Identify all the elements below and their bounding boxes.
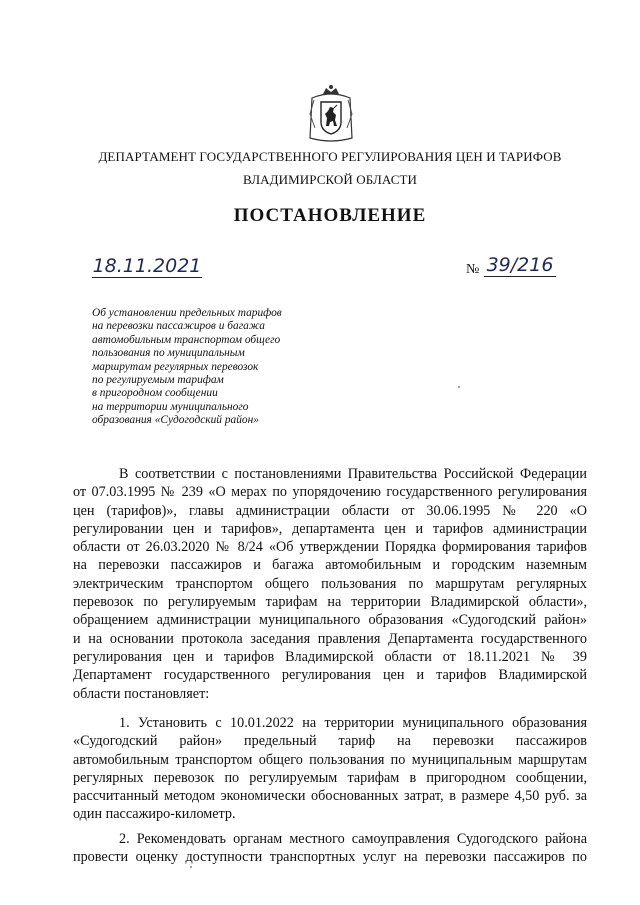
scan-speck	[458, 386, 460, 388]
body-line: автомобильным транспортом общего пользования по муниципальным маршрутам	[73, 751, 587, 768]
subject-line: в пригородном сообщении	[92, 387, 218, 400]
number-sign: №	[466, 262, 480, 277]
body-line: перевозок по регулируемым тарифам на территории Владимирской области»,	[73, 594, 587, 611]
body-line: от 07.03.1995 № 239 «О мерах по упорядочению государственного регулирования	[73, 484, 587, 501]
document-subject	[92, 307, 332, 428]
body-line: 2. Рекомендовать органам местного самоуправления Судогодского района	[119, 831, 587, 847]
department-name-line2: ВЛАДИМИРСКОЙ ОБЛАСТИ	[242, 172, 418, 187]
document-title: ПОСТАНОВЛЕНИЕ	[233, 205, 427, 226]
body-line: и на основании протокола заседания правления Департамента государственного	[73, 630, 587, 647]
body-line: обращением администрации муниципального образования «Судогодский район»	[73, 612, 587, 629]
body-line: Департамент государственного регулирования цен и тарифов Владимирской	[73, 667, 587, 684]
document-date: 18.11.2021	[92, 255, 202, 277]
subject-line: маршрутам регулярных перевозок	[92, 360, 259, 373]
body-line: провести оценку доступности транспортных услуг на перевозки пассажиров по	[73, 849, 587, 866]
coat-of-arms-emblem	[306, 84, 356, 144]
preamble-paragraph	[73, 465, 587, 703]
document-number: 39/216	[484, 254, 556, 277]
body-line: регулирования цен и тарифов Владимирской области от 18.11.2021 № 39	[73, 648, 587, 665]
body-line: регулировании цен и тарифов», департамента цен и тарифов администрации	[73, 520, 587, 537]
body-line: рассчитанный методом экономически обоснованных затрат, в размере 4,50 руб. за	[73, 788, 587, 805]
subject-line: автомобильным транспортом общего	[92, 333, 281, 346]
body-line: В соответствии с постановлениями Правительства Российской Федерации	[119, 466, 587, 482]
subject-line: по регулируемым тарифам	[92, 374, 224, 387]
subject-line: образования «Судогодский район»	[92, 414, 259, 427]
body-line: области постановляет:	[73, 685, 210, 702]
clause-2-paragraph	[73, 830, 587, 867]
body-line: один пассажиро-километр.	[73, 806, 236, 823]
body-line: области от 26.03.2020 № 8/24 «Об утверждении Порядка формирования тарифов	[73, 539, 587, 556]
subject-line: Об установлении предельных тарифов	[92, 307, 282, 319]
body-line: на перевозки пассажиров и багажа автомобильным и городским наземным	[73, 557, 587, 574]
department-name-line1: ДЕПАРТАМЕНТ ГОСУДАРСТВЕННОГО РЕГУЛИРОВАНИЯ ЦЕН И ТАРИФОВ	[98, 149, 562, 164]
body-line: электрическим транспортом общего пользования по маршрутам регулярных	[73, 575, 587, 592]
body-line: регулярных перевозок по регулируемым тарифам в пригородном сообщении,	[73, 769, 587, 786]
subject-line: на перевозки пассажиров и багажа	[92, 320, 265, 333]
body-line: «Судогодский район» предельный тариф на перевозки пассажиров	[73, 733, 587, 750]
clause-1-paragraph	[73, 714, 587, 824]
body-line: цен (тарифов)», главы администрации области от 30.06.1995 № 220 «О	[73, 502, 587, 519]
subject-line: на территории муниципального	[92, 400, 249, 413]
body-line: 1. Установить с 10.01.2022 на территории муниципального образования	[119, 715, 587, 731]
subject-line: пользования по муниципальным	[92, 347, 245, 360]
